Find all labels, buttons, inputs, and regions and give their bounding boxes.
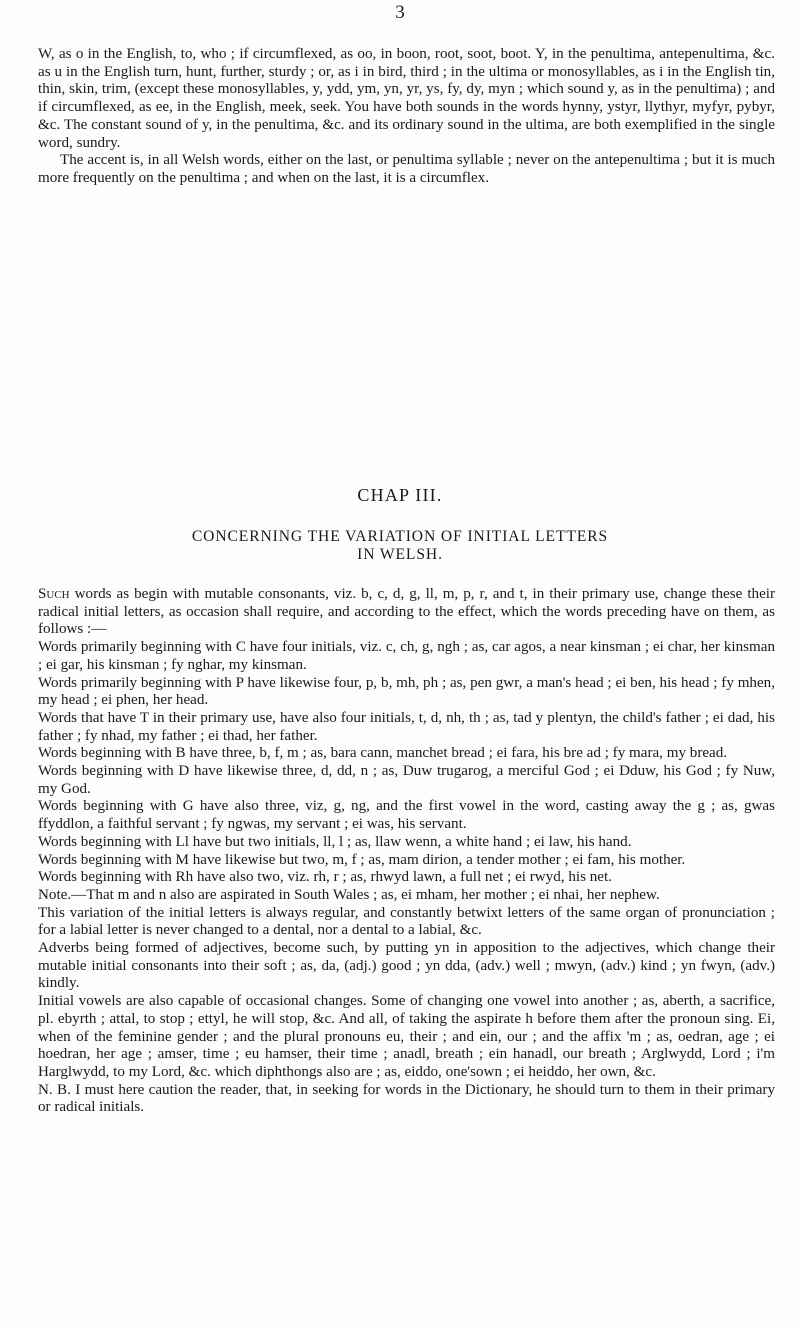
page-number: 3 xyxy=(395,2,405,23)
body-paragraph-rh: Words beginning with Rh have also two, viz. rh, r ; as, rhwyd lawn, a full net ; ei rwyd, his net. xyxy=(38,869,612,886)
body-paragraph-mutable-consonants xyxy=(38,586,775,639)
lead-word: Such xyxy=(38,586,70,602)
body-paragraph-m: Words beginning with M have likewise but two, m, f ; as, mam dirion, a tender mother ; ei fam, his mother. xyxy=(38,851,686,868)
body-paragraph-c: Words primarily beginning with C have four initials, viz. c, ch, g, ngh ; as, car agos, a near kinsman ; ei char, her kinsman ; ei gar, his kinsman ; fy nghar, my kinsman. xyxy=(38,639,775,673)
body-paragraph-b: Words beginning with B have three, b, f, m ; as, bara cann, manchet bread ; ei fara, his bre ad ; fy mara, my bread. xyxy=(38,745,728,762)
body-paragraph-mutable-consonants-text: words as begin with mutable consonants, viz. b, c, d, g, ll, m, p, r, and t, in their primary use, change these their radical initial letters, as occasion shall require, and according to the effect, which the words preceding have on them, as follows :— xyxy=(38,586,775,638)
body-paragraph-note: Note.—That m and n also are aspirated in South Wales ; as, ei mham, her mother ; ei nhai, her nephew. xyxy=(38,886,660,903)
intro-paragraph-accent: The accent is, in all Welsh words, either on the last, or penultima syllable ; never on the antepenultima ; but it is much more frequently on the penultima ; and when on the last, it is a circumflex. xyxy=(38,152,775,186)
body-paragraph-adverbs: Adverbs being formed of adjectives, become such, by putting yn in apposition to the adjectives, which change their mutable initial consonants into their soft ; as, da, (adj.) good ; yn dda, (adv.) well ; mwyn, (adv.) kind ; yn fwyn, (adv.) kindly. xyxy=(38,940,775,992)
chapter-subtitle-line-2: IN WELSH. xyxy=(357,546,443,563)
chapter-subtitle xyxy=(0,528,800,564)
body-paragraph-p: Words primarily beginning with P have likewise four, p, b, mh, ph ; as, pen gwr, a man's head ; ei ben, his head ; fy mhen, my head ; ei phen, her head. xyxy=(38,674,775,709)
body-paragraph-t: Words that have T in their primary use, have also four initials, t, d, nh, th ; as, tad y plentyn, the child's father ; ei dad, his father ; fy nhad, my father ; ei thad, her father. xyxy=(38,709,775,744)
body-paragraph-g: Words beginning with G have also three, viz, g, ng, and the first vowel in the word, casting away the g ; as, gwas ffyddlon, a faithful servant ; fy ngwas, my servant ; ei was, his servant. xyxy=(38,798,775,833)
body-paragraph-initial-vowels: Initial vowels are also capable of occasional changes. Some of changing one vowel into another ; as, aberth, a sacrifice, pl. ebyrth ; attal, to stop ; ettyl, he will stop, &c. And all, of taking the aspirate h before them after the pronoun sing. Ei, when of the feminine gender ; and the plural pronouns eu, their ; and ein, our ; and the affix 'm ; as, oedran, age ; ei hoedran, her age ; amser, time ; eu hamser, their time ; anadl, breath ; ein hanadl, our breath ; Arglwydd, Lord ; i'm Harglwydd, to my Lord, &c. which diphthongs also are ; as, eiddo, one'sown ; ei heiddo, her own, &c. xyxy=(38,993,775,1080)
intro-section xyxy=(38,46,775,188)
intro-paragraph-pronunciation: W, as o in the English, to, who ; if circumflexed, as oo, in boon, root, soot, boot. Y, in the penultima, antepenultima, &c. as u in the English turn, hunt, further, sturdy ; or, as i in bird, third ; in the ultima or monosyllables, as i in the English tin, thin, skin, trim, (except these monosyllables, y, ydd, ym, yn, yr, ys, fy, dy, myn ; which sound y, as in the penultima) ; and if circumflexed, as ee, in the English, meek, seek. You have both sounds in the words hynny, ystyr, llythyr, myfyr, pybyr, &c. The constant sound of y, in the penultima, &c. and its ordinary sound in the ultima, are both exemplified in the single word, sundry. xyxy=(38,46,775,151)
body-paragraph-regularity: This variation of the initial letters is always regular, and constantly betwixt letters of the same organ of pronunciation ; for a labial letter is never changed to a dental, nor a dental to a labial, &c. xyxy=(38,904,775,939)
chapter-title: CHAP III. xyxy=(357,485,443,505)
body-paragraph-ll: Words beginning with Ll have but two initials, ll, l ; as, llaw wenn, a white hand ; ei law, his hand. xyxy=(38,833,632,850)
body-paragraph-nota-bene: N. B. I must here caution the reader, that, in seeking for words in the Dictionary, he should turn to them in their primary or radical initials. xyxy=(38,1081,775,1116)
chapter-subtitle-line-1: CONCERNING THE VARIATION OF INITIAL LETTERS xyxy=(191,528,609,545)
body-paragraph-d: Words beginning with D have likewise three, d, dd, n ; as, Duw trugarog, a merciful God ; ei Dduw, his God ; fy Nuw, my God. xyxy=(38,763,775,797)
chapter-body xyxy=(38,586,775,1117)
